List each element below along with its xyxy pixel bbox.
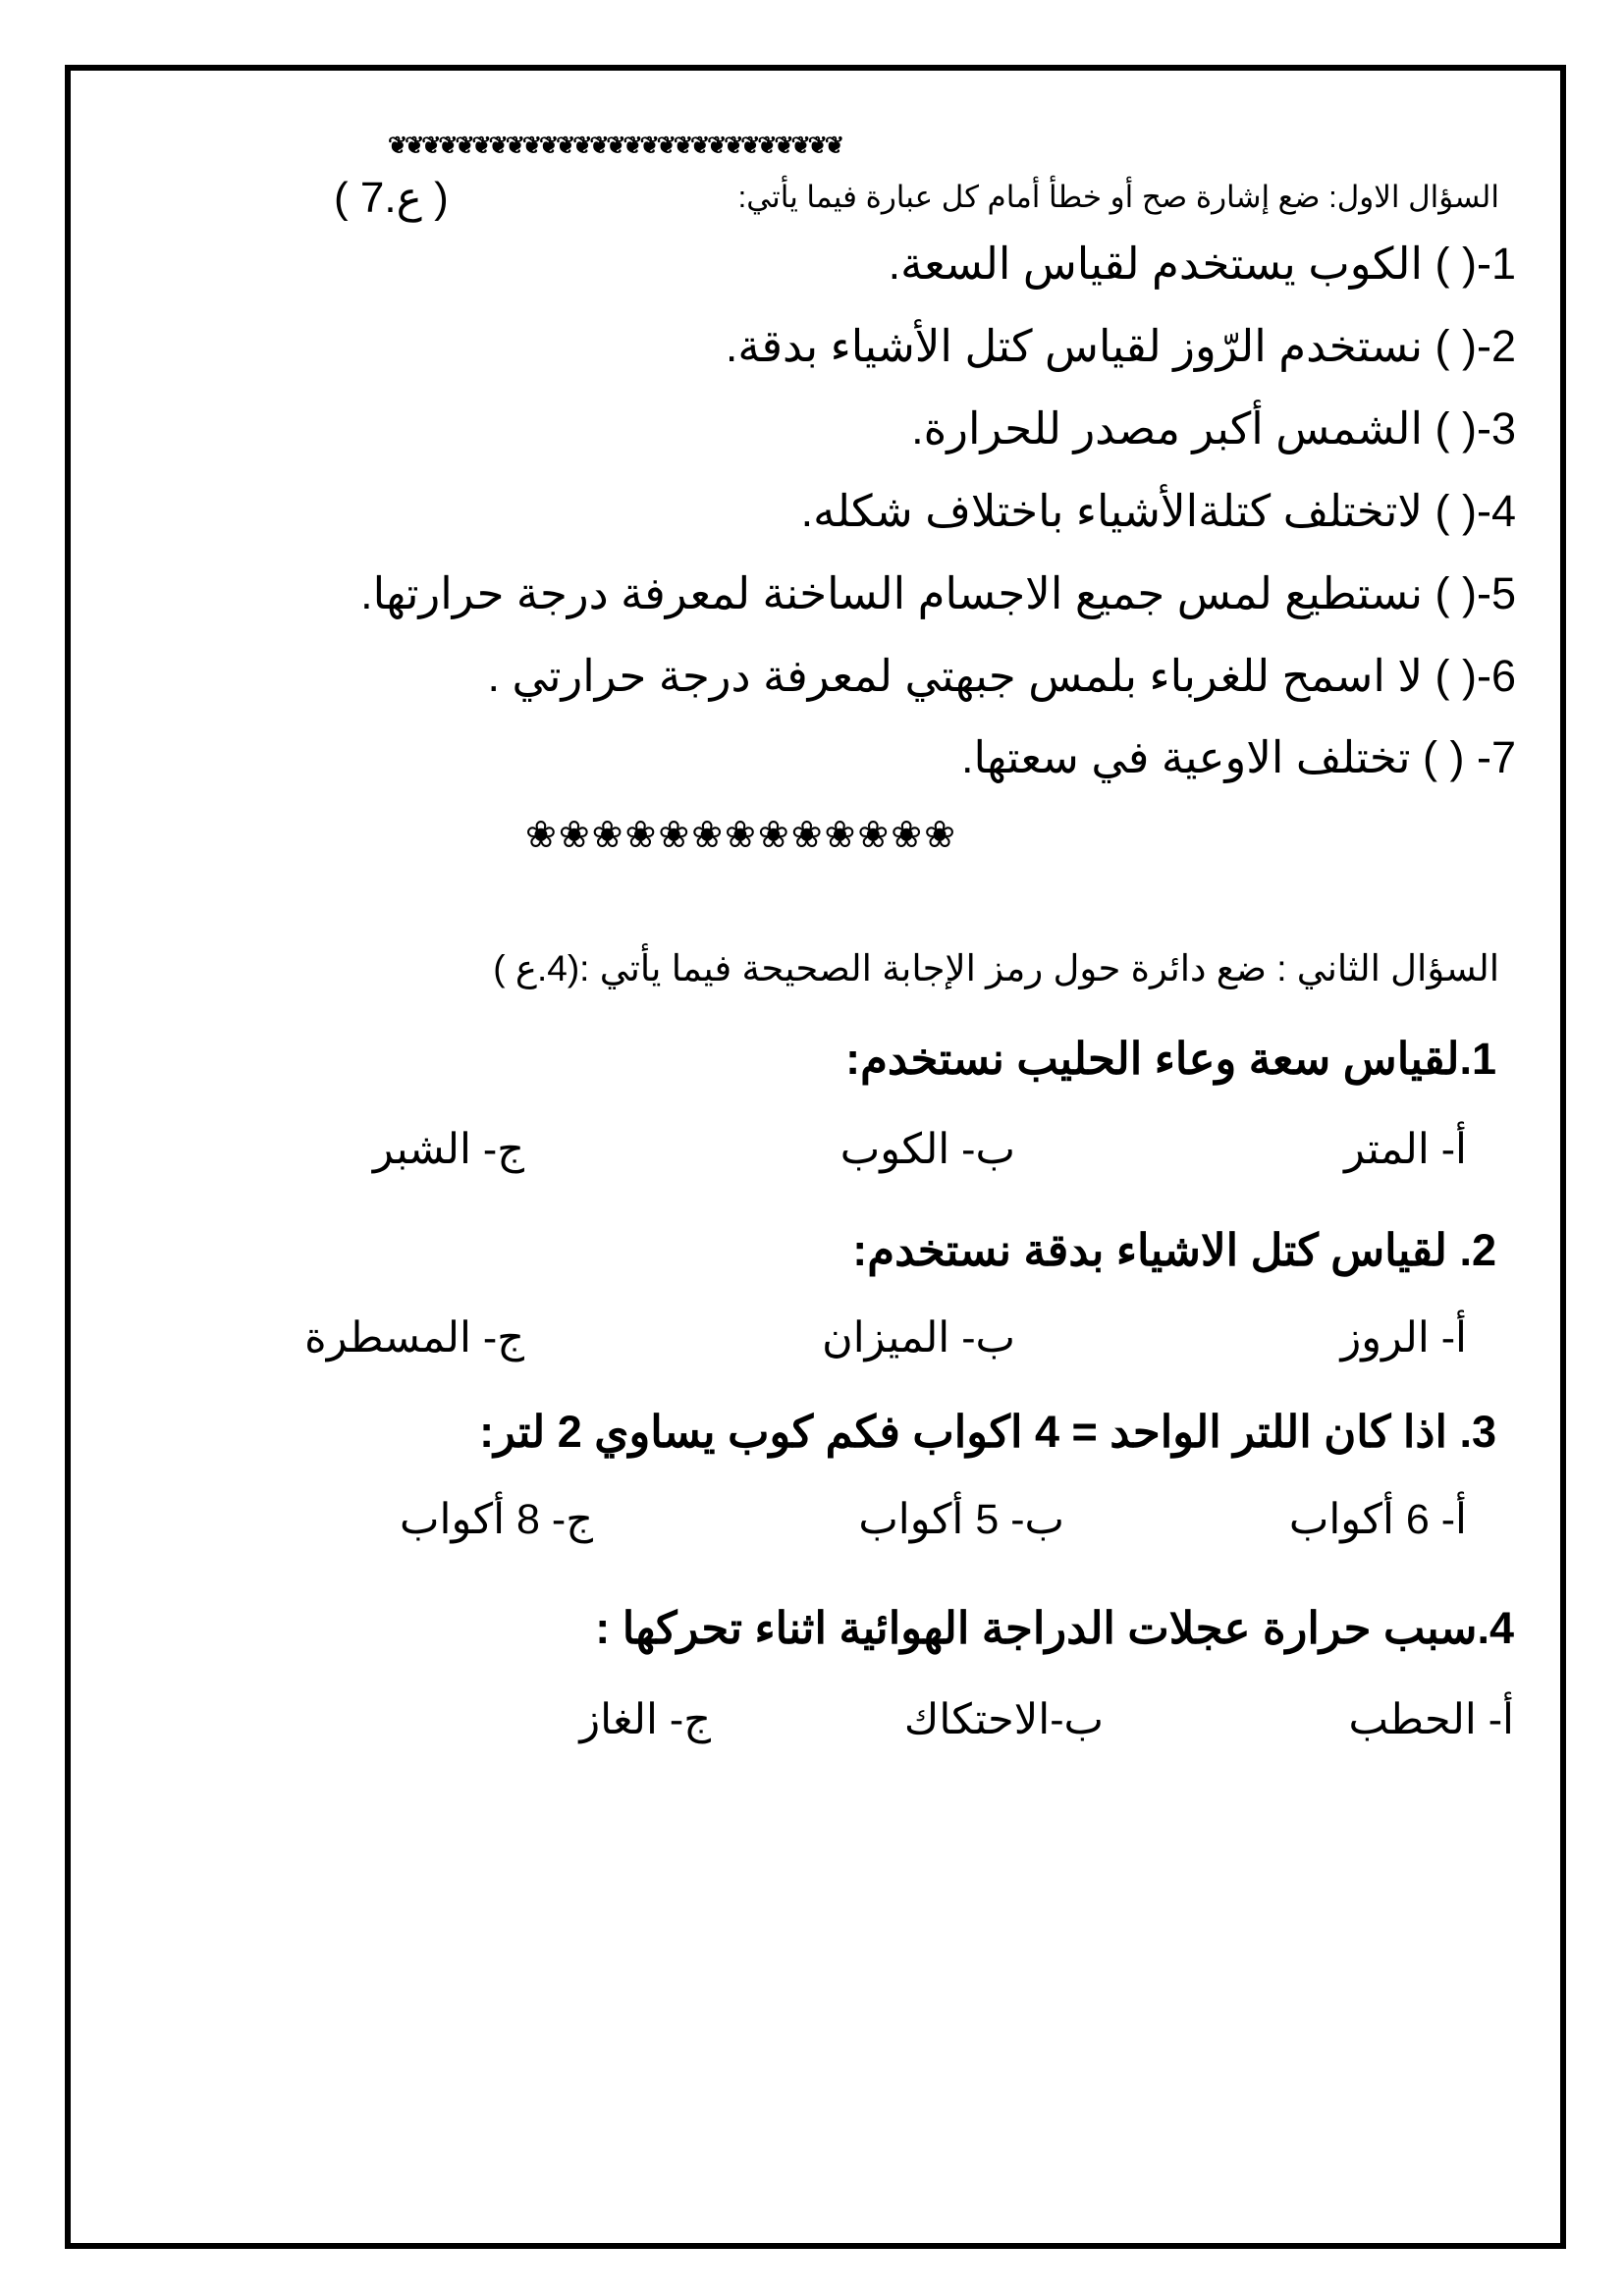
mcq-question: 2. لقياس كتل الاشياء بدقة نستخدم:	[852, 1225, 1496, 1275]
mcq-option-a[interactable]: أ- الحطب	[1348, 1696, 1514, 1743]
question-2-heading: السؤال الثاني : ضع دائرة حول رمز الإجابة الصحيحة فيما يأتي :(4.ع )	[493, 948, 1499, 988]
mcq-option-b[interactable]: ب- 5 أكواب	[858, 1496, 1064, 1543]
tf-item: 2-( ) نستخدم الرّوز لقياس كتل الأشياء بدقة.	[725, 321, 1516, 371]
mcq-option-b[interactable]: ب- الكوب	[839, 1126, 1015, 1173]
page-border	[65, 65, 1566, 2249]
mcq-option-a[interactable]: أ- الروز	[1340, 1314, 1467, 1362]
tf-item: 5-( ) نستطيع لمس جميع الاجسام الساخنة لمعرفة درجة حرارتها.	[360, 568, 1516, 618]
ornament-flowers: ❀❀❀❀❀❀❀❀❀❀❀❀❀	[525, 815, 957, 856]
tf-item: 6-( ) لا اسمح للغرباء بلمس جبهتي لمعرفة درجة حرارتي .	[487, 651, 1516, 701]
mcq-option-a[interactable]: أ- المتر	[1344, 1126, 1467, 1173]
mcq-question: 1.لقياس سعة وعاء الحليب نستخدم:	[845, 1034, 1496, 1084]
mcq-question: 4.سبب حرارة عجلات الدراجة الهوائية اثناء تحركها :	[595, 1603, 1514, 1653]
mcq-option-c[interactable]: ج- المسطرة	[304, 1314, 524, 1362]
mcq-option-b[interactable]: ب- الميزان	[822, 1314, 1015, 1362]
mcq-option-c[interactable]: ج- 8 أكواب	[400, 1496, 593, 1543]
tf-item: 4-( ) لاتختلف كتلةالأشياء باختلاف شكله.	[800, 486, 1516, 536]
mcq-option-c[interactable]: ج- الشبر	[372, 1126, 524, 1173]
tf-item: 3-( ) الشمس أكبر مصدر للحرارة.	[911, 403, 1516, 454]
tf-item: 1-( ) الكوب يستخدم لقياس السعة.	[888, 239, 1516, 289]
question-1-score: ( ع.7 )	[334, 174, 449, 222]
mcq-option-b[interactable]: ب-الاحتكاك	[903, 1696, 1104, 1743]
tf-item: 7- ( ) تختلف الاوعية في سعتها.	[960, 732, 1516, 782]
question-1-heading: السؤال الاول: ضع إشارة صح أو خطأ أمام كل عبارة فيما يأتي:	[737, 180, 1499, 214]
mcq-question: 3. اذا كان اللتر الواحد = 4 اكواب فكم كوب يساوي 2 لتر:	[479, 1407, 1496, 1457]
mcq-option-a[interactable]: أ- 6 أكواب	[1288, 1496, 1467, 1543]
mcq-option-c[interactable]: ج- الغاز	[579, 1696, 711, 1743]
ornament-border-top: ❦❦❦❦❦❦❦❦❦❦❦❦❦❦❦❦❦❦❦❦❦❦❦❦❦❦❦	[388, 133, 841, 159]
